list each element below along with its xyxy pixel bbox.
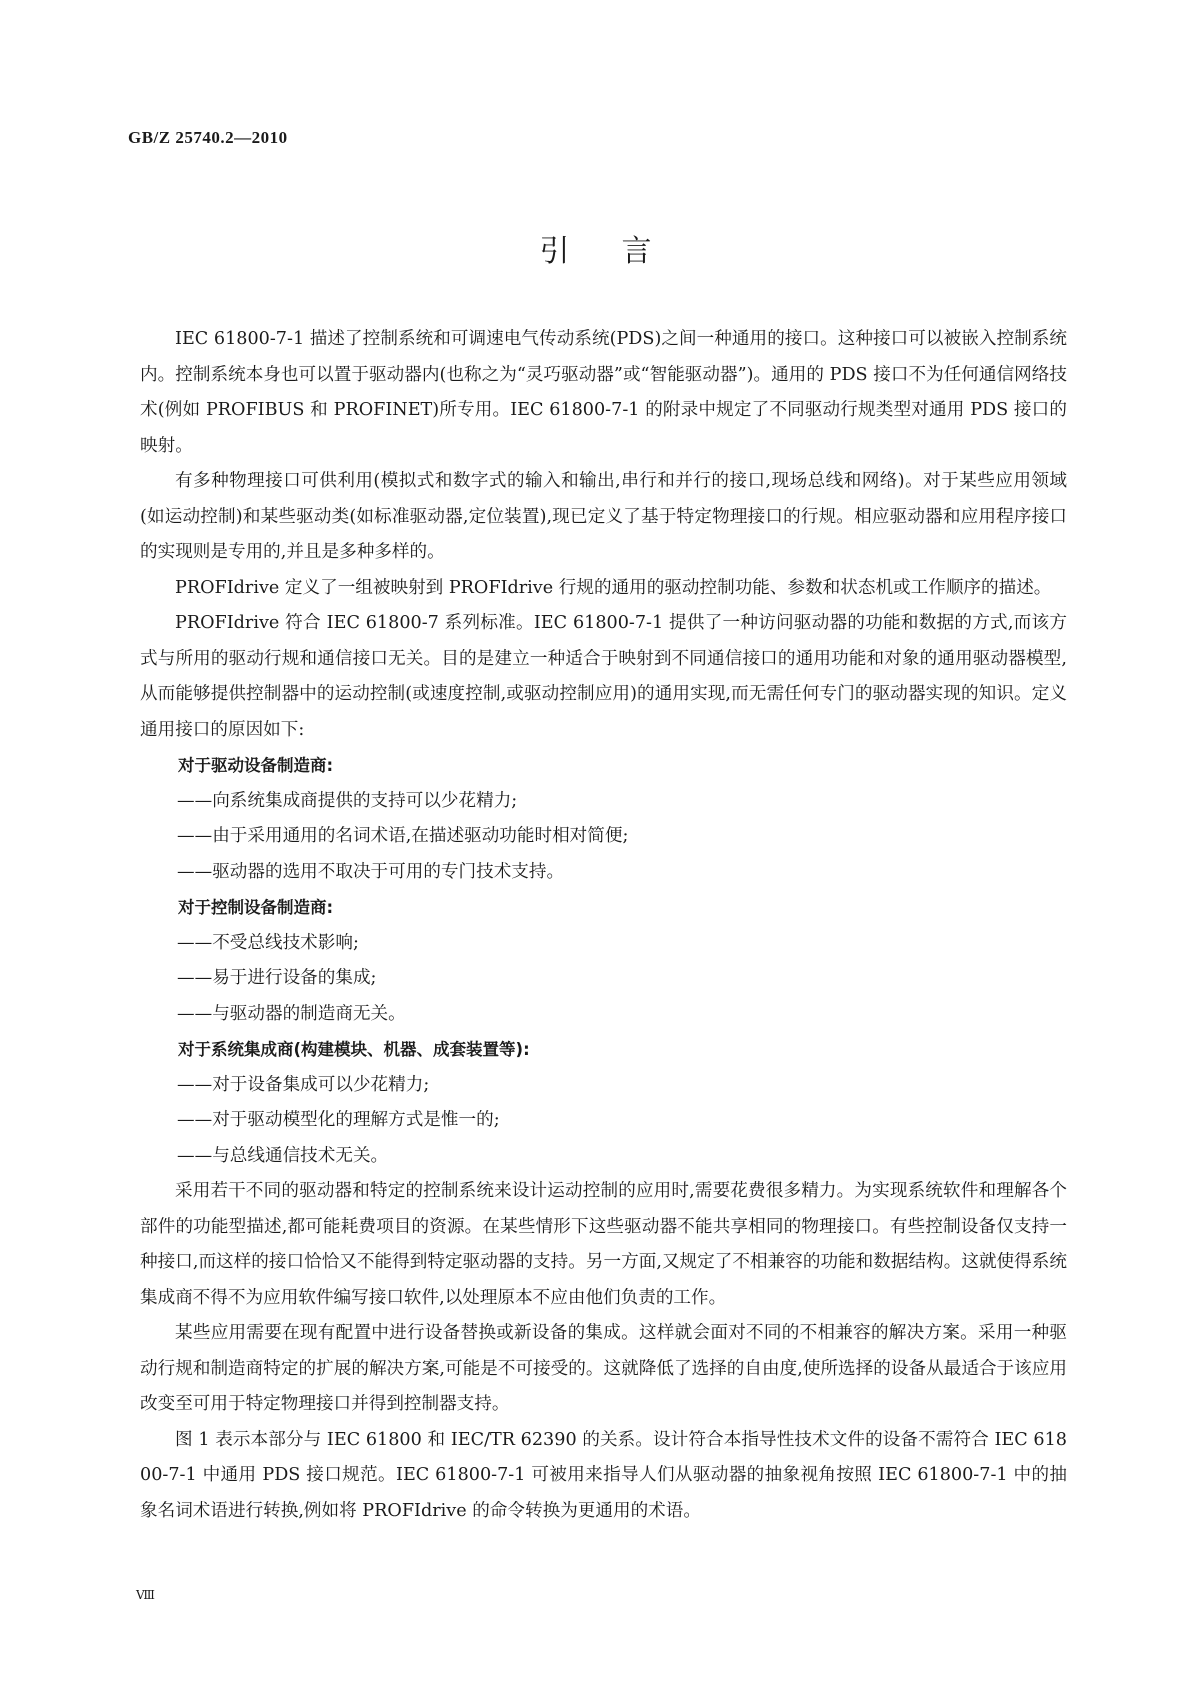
paragraph: 图 1 表示本部分与 IEC 61800 和 IEC/TR 62390 的关系。设计符合本指导性技术文件的设备不需符合 IEC 61800-7-1 中通用 PDS 接口规范。IEC 61800-7-1 可被用来指导人们从驱动器的抽象视角按照 IEC 61800-7-1 中的抽象名词术语进行转换,例如将 PROFIdrive 的命令转换为更通用的术语。 — [140, 1429, 1067, 1521]
list-item: ——与驱动器的制造商无关。 — [177, 1003, 406, 1024]
paragraph: 采用若干不同的驱动器和特定的控制系统来设计运动控制的应用时,需要花费很多精力。为实现系统软件和理解各个部件的功能型描述,都可能耗费项目的资源。在某些情形下这些驱动器不能共享相同的物理接口。有些控制设备仅支持一种接口,而这样的接口恰恰又不能得到特定驱动器的支持。另一方面,又规定了不相兼容的功能和数据结构。这就使得系统集成商不得不为应用软件编写接口软件,以处理原本不应由他们负责的工作。 — [140, 1181, 1067, 1308]
paragraph: 有多种物理接口可供利用(模拟式和数字式的输入和输出,串行和并行的接口,现场总线和网络)。对于某些应用领域(如运动控制)和某些驱动类(如标准驱动器,定位装置),现已定义了基于特定物理接口的行规。相应驱动器和应用程序接口的实现则是专用的,并且是多种多样的。 — [140, 471, 1067, 562]
page-number: Ⅷ — [136, 1588, 155, 1602]
paragraph: IEC 61800-7-1 描述了控制系统和可调速电气传动系统(PDS)之间一种通用的接口。这种接口可以被嵌入控制系统内。控制系统本身也可以置于驱动器内(也称之为“灵巧驱动器”或“智能驱动器”)。通用的 PDS 接口不为任何通信网络技术(例如 PROFIBUS 和 PROFINET)所专用。IEC 61800-7-1 的附录中规定了不同驱动行规类型对通用 PDS 接口的映射。 — [140, 329, 1067, 456]
system-integrator-group — [140, 1032, 1067, 1174]
group-heading: 对于控制设备制造商: — [178, 898, 334, 917]
standard-number: GB/Z 25740.2—2010 — [128, 128, 288, 147]
list-item: ——不受总线技术影响; — [177, 932, 359, 953]
document-body — [140, 322, 1067, 1529]
list-item: ——对于驱动模型化的理解方式是惟一的; — [177, 1110, 500, 1130]
list-item: ——对于设备集成可以少花精力; — [177, 1074, 430, 1095]
group-heading: 对于系统集成商(构建模块、机器、成套装置等): — [178, 1040, 530, 1059]
list-item: ——与总线通信技术无关。 — [177, 1145, 389, 1166]
paragraph: PROFIdrive 符合 IEC 61800-7 系列标准。IEC 61800-7-1 提供了一种访问驱动器的功能和数据的方式,而该方式与所用的驱动行规和通信接口无关。目的是建立一种适合于映射到不同通信接口的通用功能和对象的通用驱动器模型,从而能够提供控制器中的运动控制(或速度控制,或驱动控制应用)的通用实现,而无需任何专门的驱动器实现的知识。定义通用接口的原因如下: — [140, 613, 1067, 740]
page-title: 引言 — [539, 234, 704, 269]
list-item: ——驱动器的选用不取决于可用的专门技术支持。 — [177, 861, 565, 882]
list-item: ——向系统集成商提供的支持可以少花精力; — [177, 790, 518, 811]
paragraph: 某些应用需要在现有配置中进行设备替换或新设备的集成。这样就会面对不同的不相兼容的解决方案。采用一种驱动行规和制造商特定的扩展的解决方案,可能是不可接受的。这就降低了选择的自由度,使所选择的设备从最适合于该应用改变至可用于特定物理接口并得到控制器支持。 — [140, 1323, 1067, 1414]
list-item: ——易于进行设备的集成; — [177, 968, 377, 988]
control-manufacturer-group — [140, 890, 1067, 1032]
paragraph: PROFIdrive 定义了一组被映射到 PROFIdrive 行规的通用的驱动控制功能、参数和状态机或工作顺序的描述。 — [175, 577, 1052, 598]
drive-manufacturer-group — [140, 748, 1067, 890]
group-heading: 对于驱动设备制造商: — [178, 756, 334, 775]
list-item: ——由于采用通用的名词术语,在描述驱动功能时相对简便; — [177, 826, 629, 846]
